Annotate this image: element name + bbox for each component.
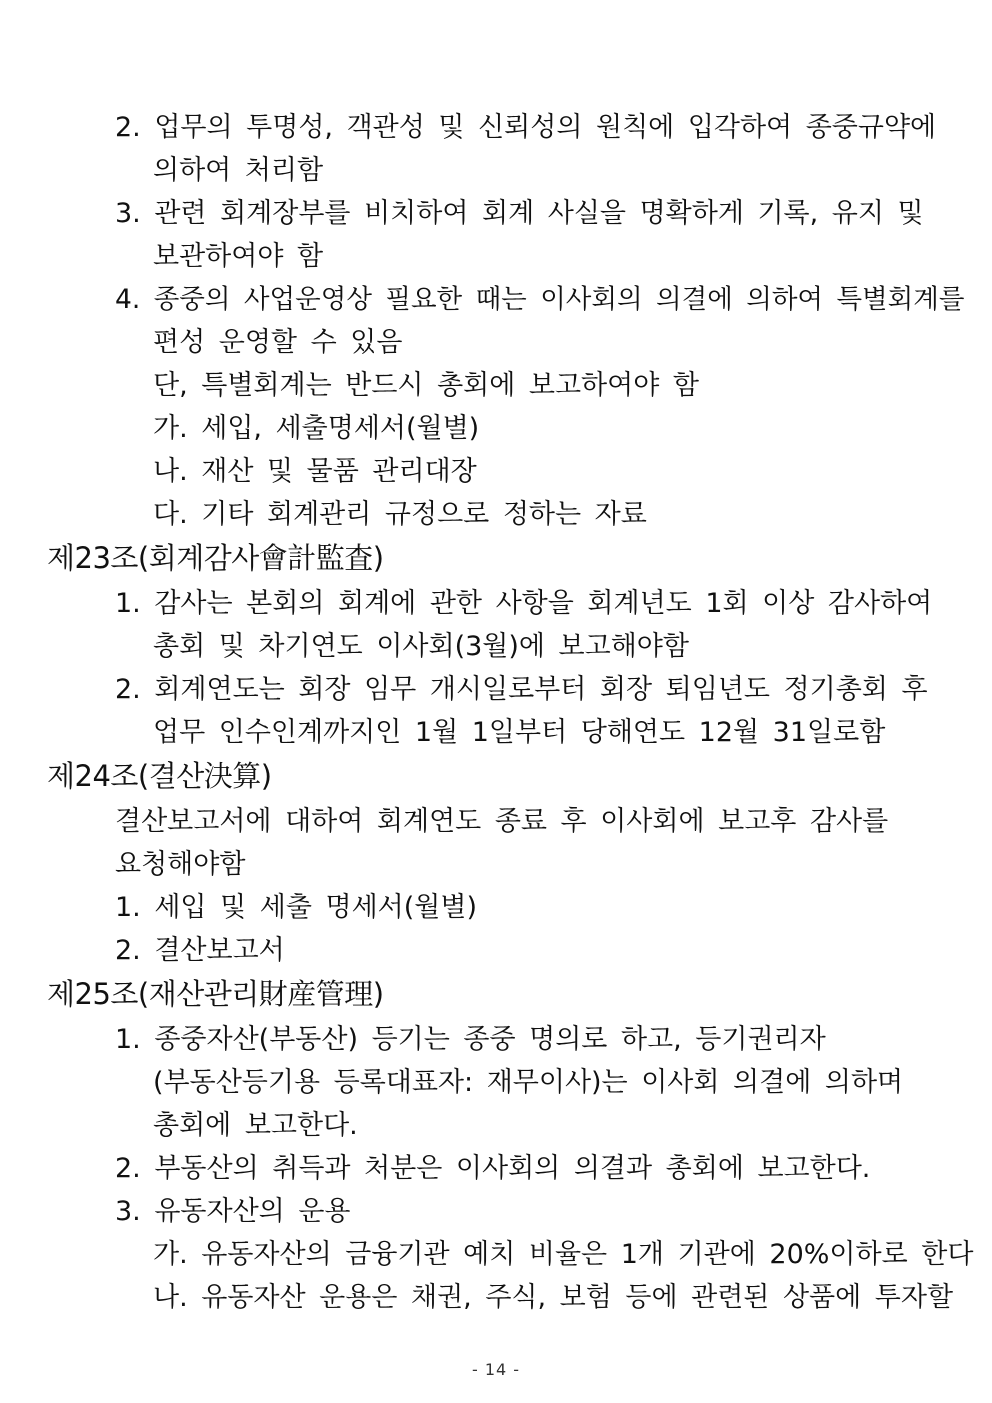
text-line: 1. 세입 및 세출 명세서(월별)	[115, 892, 477, 923]
text-line: 1. 종중자산(부동산) 등기는 종중 명의로 하고, 등기권리자	[115, 1024, 826, 1055]
text-line: 보관하여야 함	[153, 241, 324, 272]
text-line: 총회 및 차기연도 이사회(3월)에 보고해야함	[153, 631, 689, 662]
text-line: (부동산등기용 등록대표자: 재무이사)는 이사회 의결에 의하며	[153, 1067, 904, 1098]
text-line: 3. 관련 회계장부를 비치하여 회계 사실을 명확하게 기록, 유지 및	[115, 198, 924, 229]
text-line: 요청해야함	[115, 849, 246, 880]
text-line: 의하여 처리함	[153, 155, 324, 186]
text-line: 가. 세입, 세출명세서(월별)	[153, 413, 480, 444]
page-number: - 14 -	[471, 1360, 521, 1379]
text-line: 단, 특별회계는 반드시 총회에 보고하여야 함	[153, 370, 699, 401]
text-line: 총회에 보고한다.	[153, 1110, 358, 1141]
article-heading: 제24조(결산決算)	[47, 759, 272, 793]
text-line: 3. 유동자산의 운용	[115, 1196, 351, 1227]
text-line: 다. 기타 회계관리 규정으로 정하는 자료	[153, 499, 647, 530]
text-line: 업무 인수인계까지인 1월 1일부터 당해연도 12월 31일로함	[153, 717, 886, 748]
text-line: 결산보고서에 대하여 회계연도 종료 후 이사회에 보고후 감사를	[115, 806, 889, 837]
text-line: 2. 부동산의 취득과 처분은 이사회의 의결과 총회에 보고한다.	[115, 1153, 871, 1184]
text-line: 나. 재산 및 물품 관리대장	[153, 456, 477, 487]
article-heading: 제23조(회계감사會計監査)	[47, 541, 384, 575]
text-line: 가. 유동자산의 금융기관 예치 비율은 1개 기관에 20%이하로 한다	[153, 1239, 974, 1270]
text-line: 1. 감사는 본회의 회계에 관한 사항을 회계년도 1회 이상 감사하여	[115, 588, 933, 619]
text-line: 편성 운영할 수 있음	[153, 327, 403, 358]
text-line: 나. 유동자산 운용은 채권, 주식, 보험 등에 관련된 상품에 투자할	[153, 1282, 954, 1313]
article-heading: 제25조(재산관리財産管理)	[47, 977, 384, 1011]
text-line: 2. 결산보고서	[115, 935, 285, 966]
text-line: 2. 회계연도는 회장 임무 개시일로부터 회장 퇴임년도 정기총회 후	[115, 674, 928, 705]
text-line: 2. 업무의 투명성, 객관성 및 신뢰성의 원칙에 입각하여 종중규약에	[115, 112, 937, 143]
text-line: 4. 종중의 사업운영상 필요한 때는 이사회의 의결에 의하여 특별회계를	[115, 284, 965, 315]
